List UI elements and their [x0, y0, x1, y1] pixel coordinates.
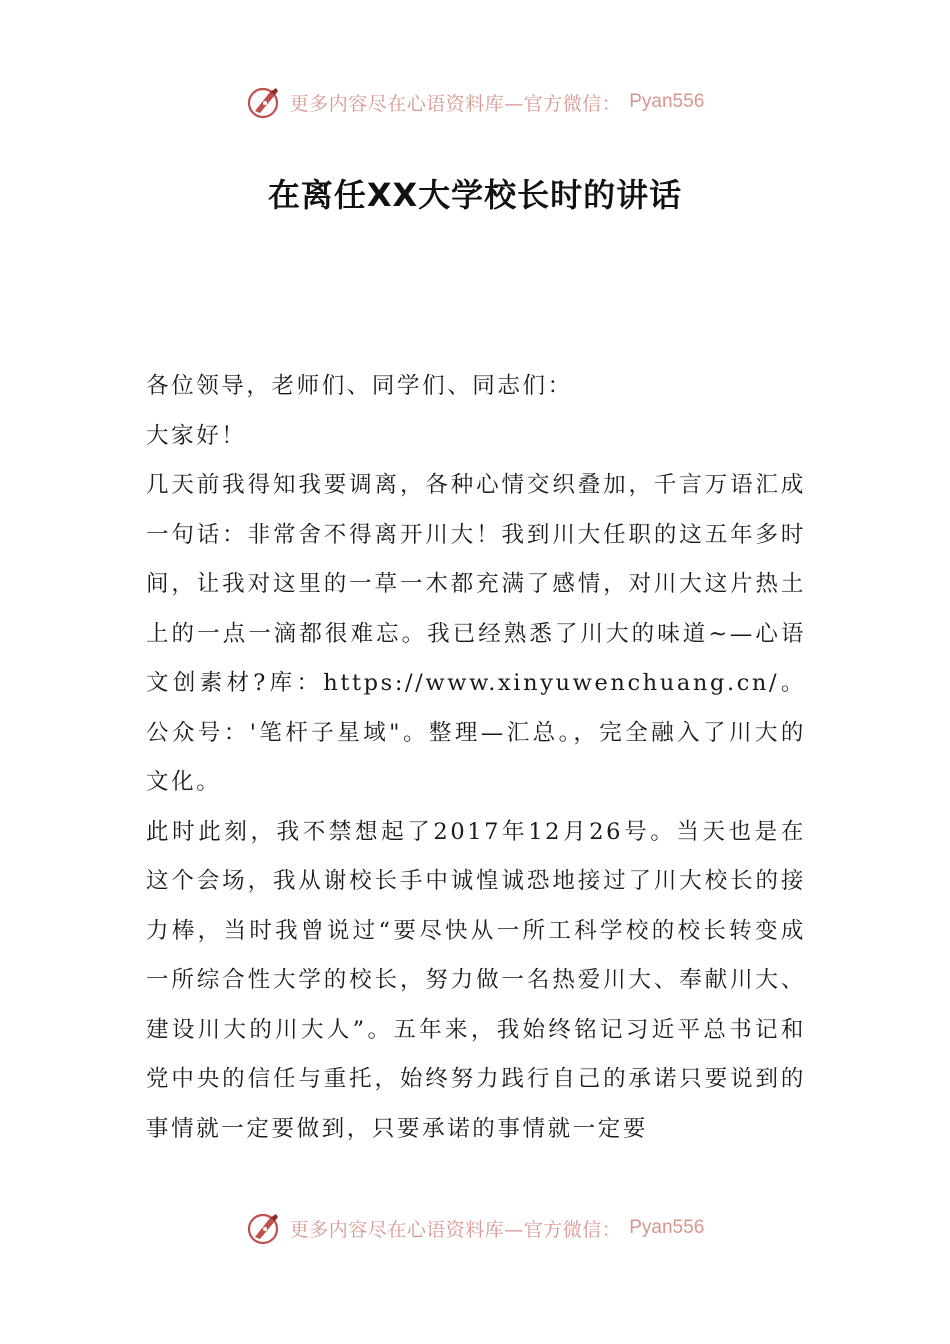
footer-wechat-id: Pyan556 [629, 1217, 705, 1238]
footer-banner-text: 更多内容尽在心语资料库—官方微信： [289, 1218, 622, 1241]
paragraph-body-2: 此时此刻，我不禁想起了2017年12月26号。当天也是在这个会场，我从谢校长手中诚惶诚恐地接过了川大校长的接力棒，当时我曾说过“要尽快从一所工科学校的校长转变成一所综合性大学的校长，努力做一名热爱川大、奉献川大、建设川大的川大人”。五年来，我始终铭记习近平总书记和党中央的信任与重托，始终努力践行自己的承诺只要说到的事情就一定要做到，只要承诺的事情就一定要 [146, 818, 806, 1142]
page-title: 在离任XX大学校长时的讲话 [267, 176, 683, 214]
pen-nib-circle-icon [246, 1210, 282, 1246]
paragraph-salutation: 各位领导，老师们、同学们、同志们： [146, 373, 573, 399]
footer-banner [0, 1208, 950, 1248]
paragraph-greeting: 大家好！ [146, 422, 247, 449]
header-banner [0, 82, 950, 122]
pen-nib-circle-icon [246, 84, 282, 120]
speech-body [146, 362, 806, 1154]
header-banner-text: 更多内容尽在心语资料库—官方微信： [289, 92, 622, 115]
paragraph-body-1: 几天前我得知我要调离，各种心情交织叠加，千言万语汇成一句话：非常舍不得离开川大！我到川大任职的这五年多时间，让我对这里的一草一木都充满了感情，对川大这片热土上的一点一滴都很难忘。我已经熟悉了川大的味道~—心语文创素材?库：https://www.xinyuwenchuang.cn/。公众号：'笔杆子星域"。整理—汇总。，完全融入了川大的文化。 [146, 472, 806, 795]
header-wechat-id: Pyan556 [629, 91, 705, 112]
